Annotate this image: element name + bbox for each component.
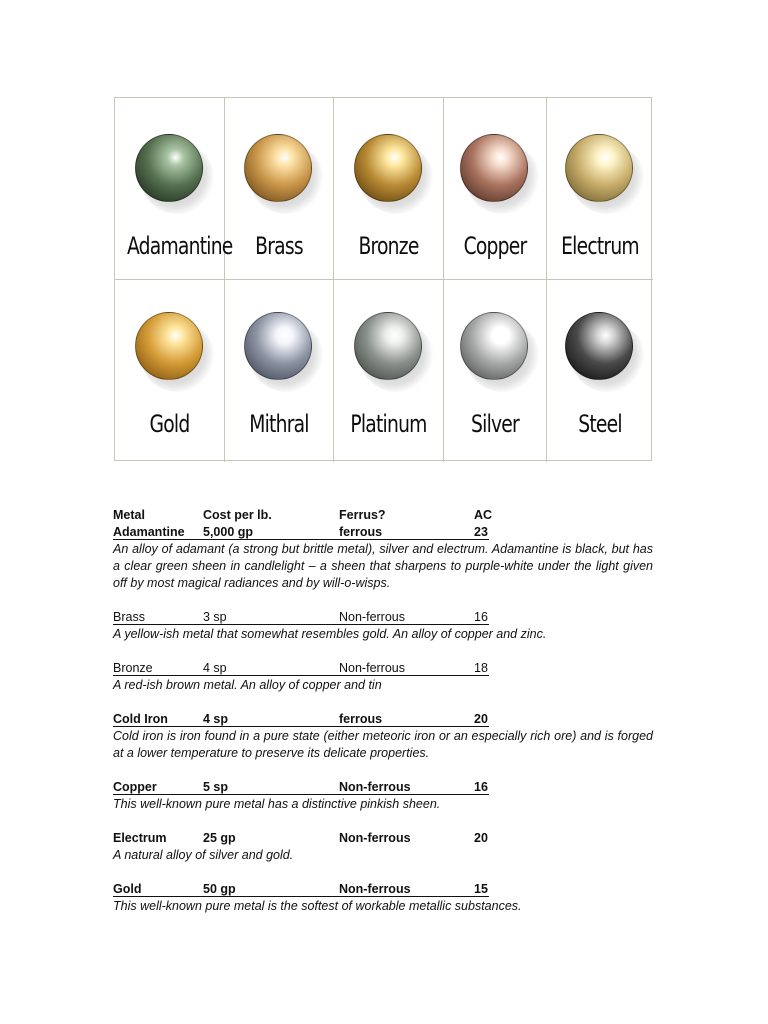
row-ac: 23: [474, 525, 488, 539]
metal-cell-mithral: [225, 280, 334, 462]
metal-cell-brass: [225, 98, 334, 280]
row-underline: [113, 675, 489, 676]
table-row: [113, 524, 653, 541]
metal-cell-gold: [115, 280, 225, 462]
row-ac: 18: [474, 661, 488, 675]
row-metal: Brass: [113, 610, 145, 624]
metal-entry-brass: [113, 609, 653, 643]
row-ferrus: Non-ferrous: [339, 780, 411, 794]
metal-spheres-grid: [114, 97, 652, 461]
metal-label: Silver: [471, 410, 519, 438]
row-ferrus: Non-ferrous: [339, 831, 411, 845]
metal-label: Adamantine: [126, 232, 233, 260]
row-cost: 5 sp: [203, 780, 229, 794]
row-ac: 16: [474, 780, 488, 794]
metal-sphere-image: [354, 312, 422, 380]
metal-entry-bronze: [113, 660, 653, 694]
table-row: [113, 711, 653, 728]
metal-entry-cold-iron: [113, 711, 653, 762]
metal-cell-bronze: [334, 98, 444, 280]
metal-cell-platinum: [334, 280, 444, 462]
row-ferrus: Non-ferrous: [339, 882, 411, 896]
row-description: A yellow-ish metal that somewhat resembles gold. An alloy of copper and zinc.: [113, 627, 547, 641]
row-cost: 25 gp: [203, 831, 236, 845]
row-ferrus: Non-ferrous: [339, 610, 405, 624]
row-cost: 4 sp: [203, 661, 227, 675]
row-cost: 5,000 gp: [203, 525, 254, 539]
metal-label: Bronze: [358, 232, 419, 260]
row-description: This well-known pure metal is the softest of workable metallic substances.: [113, 899, 522, 913]
header-cost: Cost per lb.: [203, 508, 272, 522]
table-row: [113, 779, 653, 796]
metal-cell-steel: [547, 280, 653, 462]
metal-sphere-image: [244, 312, 312, 380]
metal-cell-electrum: [547, 98, 653, 280]
metal-entry-gold: [113, 881, 653, 915]
row-metal: Copper: [113, 780, 157, 794]
row-metal: Gold: [113, 882, 142, 896]
metal-sphere-image: [135, 312, 203, 380]
row-description: This well-known pure metal has a distinctive pinkish sheen.: [113, 797, 441, 811]
metal-label: Gold: [149, 410, 190, 438]
metal-entry-adamantine: [113, 524, 653, 592]
row-underline: [113, 726, 489, 727]
metal-cell-silver: [444, 280, 547, 462]
metal-sphere-image: [460, 134, 528, 202]
row-metal: Electrum: [113, 831, 167, 845]
metal-label: Platinum: [350, 410, 427, 438]
row-description: An alloy of adamant (a strong but brittle metal), silver and electrum. Adamantine is black, but has a clear green sheen in candlelight – a sheen that sharpens to purple-white under the light given off by most magical radiances and by will-o-wisps.: [113, 542, 653, 590]
row-ac: 16: [474, 610, 488, 624]
metal-label: Copper: [463, 232, 527, 260]
metal-entry-electrum: [113, 830, 653, 864]
row-description: Cold iron is iron found in a pure state (either meteoric iron or an especially rich ore) and is forged at a lower temperature to preserve its delicate properties.: [113, 729, 653, 760]
row-metal: Cold Iron: [113, 712, 168, 726]
table-row: [113, 830, 653, 847]
metal-sphere-image: [354, 134, 422, 202]
row-description: A red-ish brown metal. An alloy of copper and tin: [113, 678, 382, 692]
row-ac: 15: [474, 882, 488, 896]
metal-sphere-image: [460, 312, 528, 380]
metal-label: Brass: [255, 232, 303, 260]
row-ferrus: ferrous: [339, 525, 383, 539]
metal-cell-adamantine: [115, 98, 233, 280]
metal-sphere-image: [135, 134, 203, 202]
metal-sphere-image: [244, 134, 312, 202]
table-row: [113, 609, 653, 626]
row-cost: 50 gp: [203, 882, 236, 896]
row-underline: [113, 539, 489, 540]
row-ferrus: Non-ferrous: [339, 661, 405, 675]
row-underline: [113, 794, 489, 795]
row-metal: Adamantine: [113, 525, 185, 539]
row-ac: 20: [474, 712, 488, 726]
metal-cell-copper: [444, 98, 547, 280]
metal-entry-copper: [113, 779, 653, 813]
table-header: [113, 507, 653, 524]
metal-sphere-image: [565, 312, 633, 380]
metal-sphere-image: [565, 134, 633, 202]
table-row: [113, 881, 653, 898]
row-cost: 3 sp: [203, 610, 227, 624]
header-metal: Metal: [113, 508, 145, 522]
metal-label: Steel: [578, 410, 622, 438]
row-cost: 4 sp: [203, 712, 229, 726]
metals-table: [113, 507, 653, 932]
header-ferrus: Ferrus?: [339, 508, 386, 522]
row-underline: [113, 896, 489, 897]
row-ac: 20: [474, 831, 488, 845]
metal-label: Mithral: [249, 410, 309, 438]
header-ac: AC: [474, 508, 493, 522]
row-description: A natural alloy of silver and gold.: [113, 848, 294, 862]
row-metal: Bronze: [113, 661, 153, 675]
table-row: [113, 660, 653, 677]
row-underline: [113, 624, 489, 625]
metal-label: Electrum: [561, 232, 639, 260]
row-ferrus: ferrous: [339, 712, 383, 726]
